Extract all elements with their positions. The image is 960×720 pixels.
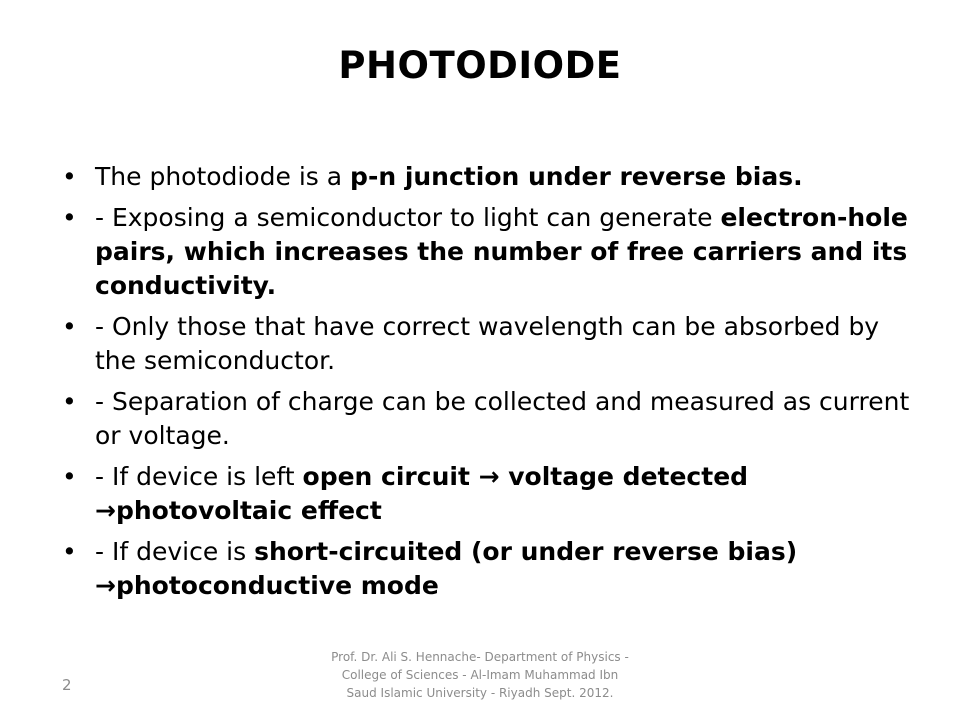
bullet-text-bold: short-circuited (or under reverse bias) →photoconductive mode — [95, 537, 798, 600]
bullet-item — [62, 535, 922, 603]
bullet-marker: • — [62, 462, 77, 491]
bullet-text-segment: - Exposing a semiconductor to light can generate — [95, 203, 721, 232]
bullet-item — [62, 460, 922, 528]
bullet-text — [95, 203, 908, 300]
bullet-text-segment: - If device is left — [95, 462, 303, 491]
bullet-text-bold: p-n junction under reverse bias. — [350, 162, 803, 191]
slide-number: 2 — [62, 676, 72, 694]
bullet-text — [95, 387, 909, 450]
bullet-text-segment: - Separation of charge can be collected and measured as current or voltage. — [95, 387, 910, 450]
bullet-marker: • — [62, 312, 77, 341]
bullet-text-segment: - Only those that have correct wavelength can be absorbed by the semiconductor. — [95, 312, 880, 375]
bullet-text — [95, 312, 879, 375]
bullet-text-bold: open circuit → voltage detected →photovoltaic effect — [95, 462, 749, 525]
bullet-text-segment: - If device is — [95, 537, 255, 566]
bullet-text-bold: electron-hole pairs, which increases the number of free carriers and its conductivity. — [95, 203, 908, 300]
bullet-item — [62, 385, 922, 453]
slide-footer: Prof. Dr. Ali S. Hennache- Department of Physics - College of Sciences - Al-Imam Muhammad Ibn Saud Islamic University - Riyadh Sept. 2012. — [331, 650, 629, 700]
bullet-marker: • — [62, 387, 77, 416]
bullet-text — [95, 162, 803, 191]
bullet-text — [95, 537, 797, 600]
slide-title: PHOTODIODE — [338, 44, 622, 87]
bullet-marker: • — [62, 203, 77, 232]
bullet-marker: • — [62, 537, 77, 566]
bullet-item — [62, 201, 922, 303]
bullet-list — [62, 160, 922, 610]
bullet-text-segment: The photodiode is a — [95, 162, 351, 191]
bullet-item — [62, 310, 922, 378]
bullet-text — [95, 462, 748, 525]
bullet-item — [62, 160, 922, 194]
bullet-marker: • — [62, 162, 77, 191]
